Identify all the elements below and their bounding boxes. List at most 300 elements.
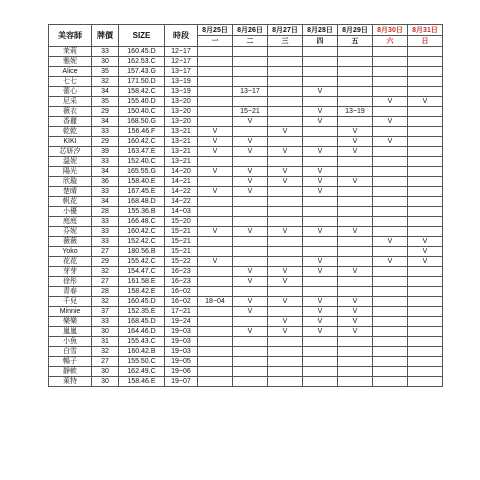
stylist-name: 茉莉 [49, 47, 92, 57]
availability-cell [233, 217, 268, 227]
price-cell: 30 [92, 327, 119, 337]
size-cell: 154.47.C [119, 267, 165, 277]
size-cell: 180.56.B [119, 247, 165, 257]
availability-cell [338, 257, 373, 267]
availability-cell [198, 207, 233, 217]
size-cell: 161.58.E [119, 277, 165, 287]
stylist-name: 靜軟 [49, 367, 92, 377]
price-cell: 35 [92, 97, 119, 107]
availability-cell: V [303, 117, 338, 127]
time-cell: 12~17 [165, 57, 198, 67]
availability-cell [373, 67, 408, 77]
time-cell: 14~22 [165, 197, 198, 207]
header-date-weekend: 8月30日 [373, 25, 408, 36]
availability-cell [408, 147, 443, 157]
availability-cell [373, 147, 408, 157]
stylist-name: 白雪 [49, 347, 92, 357]
availability-cell: V [198, 187, 233, 197]
availability-cell [373, 357, 408, 367]
price-cell: 33 [92, 127, 119, 137]
availability-cell [373, 157, 408, 167]
availability-cell: V [268, 327, 303, 337]
price-cell: 28 [92, 287, 119, 297]
availability-cell [408, 67, 443, 77]
stylist-name: 萊特 [49, 377, 92, 387]
availability-cell: V [233, 187, 268, 197]
stylist-name: 花花 [49, 257, 92, 267]
availability-cell [408, 347, 443, 357]
availability-cell [373, 47, 408, 57]
availability-cell [268, 207, 303, 217]
size-cell: 167.45.E [119, 187, 165, 197]
table-row [49, 207, 443, 217]
availability-cell: V [268, 277, 303, 287]
availability-cell [408, 177, 443, 187]
availability-cell [373, 377, 408, 387]
availability-cell [373, 287, 408, 297]
availability-cell [303, 57, 338, 67]
price-cell: 32 [92, 77, 119, 87]
price-cell: 29 [92, 137, 119, 147]
time-cell: 13~21 [165, 147, 198, 157]
availability-cell: V [303, 187, 338, 197]
table-row [49, 167, 443, 177]
table-row [49, 197, 443, 207]
availability-cell [408, 137, 443, 147]
availability-cell [303, 77, 338, 87]
stylist-name: 雅妮 [49, 57, 92, 67]
availability-cell: V [268, 297, 303, 307]
availability-cell [408, 377, 443, 387]
availability-cell [373, 57, 408, 67]
availability-cell [268, 257, 303, 267]
availability-cell: V [303, 297, 338, 307]
availability-cell [303, 157, 338, 167]
table-row [49, 77, 443, 87]
stylist-name: 小魚 [49, 337, 92, 347]
availability-cell [233, 127, 268, 137]
price-cell: 29 [92, 107, 119, 117]
availability-cell [373, 197, 408, 207]
availability-cell: V [338, 307, 373, 317]
availability-cell [198, 277, 233, 287]
availability-cell [338, 77, 373, 87]
time-cell: 15~21 [165, 237, 198, 247]
availability-cell [198, 197, 233, 207]
availability-cell [233, 67, 268, 77]
availability-cell [338, 287, 373, 297]
table-row [49, 337, 443, 347]
availability-cell: V [198, 257, 233, 267]
size-cell: 163.47.E [119, 147, 165, 157]
time-cell: 19~24 [165, 317, 198, 327]
schedule-sheet [48, 24, 443, 387]
header-date-weekend: 8月31日 [408, 25, 443, 36]
availability-cell [408, 77, 443, 87]
availability-cell: V [268, 227, 303, 237]
price-cell: 30 [92, 57, 119, 67]
stylist-name: 芽芽 [49, 267, 92, 277]
availability-cell [408, 227, 443, 237]
availability-cell [233, 287, 268, 297]
availability-cell: V [268, 267, 303, 277]
price-cell: 34 [92, 117, 119, 127]
price-cell: 32 [92, 267, 119, 277]
time-cell: 14~21 [165, 177, 198, 187]
stylist-name: Alice [49, 67, 92, 77]
availability-cell [198, 267, 233, 277]
stylist-name: 芬妮 [49, 227, 92, 237]
price-cell: 34 [92, 167, 119, 177]
price-cell: 30 [92, 367, 119, 377]
price-cell: 34 [92, 197, 119, 207]
time-cell: 19~03 [165, 347, 198, 357]
availability-cell [408, 267, 443, 277]
availability-cell [373, 347, 408, 357]
availability-cell: V [268, 167, 303, 177]
stylist-name: 尼采 [49, 97, 92, 107]
availability-cell [373, 87, 408, 97]
stylist-name: 暢子 [49, 357, 92, 367]
availability-cell: V [233, 147, 268, 157]
time-cell: 19~03 [165, 337, 198, 347]
availability-cell: V [303, 327, 338, 337]
availability-cell: V [338, 147, 373, 157]
availability-cell [198, 57, 233, 67]
time-cell: 16~23 [165, 277, 198, 287]
availability-cell [408, 317, 443, 327]
header-weekday: 二 [233, 36, 268, 47]
table-row [49, 237, 443, 247]
availability-cell: V [233, 227, 268, 237]
schedule-body [49, 47, 443, 387]
availability-cell: V [373, 137, 408, 147]
availability-cell [303, 97, 338, 107]
availability-cell [373, 187, 408, 197]
availability-cell [268, 357, 303, 367]
availability-cell [373, 297, 408, 307]
availability-cell [303, 217, 338, 227]
availability-cell [268, 367, 303, 377]
time-cell: 14~03 [165, 207, 198, 217]
availability-cell: 13~19 [338, 107, 373, 117]
size-cell: 165.55.G [119, 167, 165, 177]
availability-cell: V [408, 97, 443, 107]
stylist-name: 溫妮 [49, 157, 92, 167]
availability-cell [338, 197, 373, 207]
availability-cell [233, 97, 268, 107]
availability-cell [408, 57, 443, 67]
availability-cell: V [338, 177, 373, 187]
size-cell: 158.42.E [119, 287, 165, 297]
header-row-dates [49, 25, 443, 36]
stylist-name: 樂樂 [49, 317, 92, 327]
time-cell: 16~02 [165, 287, 198, 297]
stylist-name: 芯妍汐 [49, 147, 92, 157]
time-cell: 13~21 [165, 137, 198, 147]
table-row [49, 87, 443, 97]
availability-cell: V [303, 227, 338, 237]
availability-cell [268, 377, 303, 387]
availability-cell [408, 367, 443, 377]
stylist-name: 嵐嵐 [49, 327, 92, 337]
availability-cell [303, 127, 338, 137]
table-row [49, 227, 443, 237]
availability-cell [198, 67, 233, 77]
table-row [49, 327, 443, 337]
availability-cell [338, 277, 373, 287]
availability-cell [303, 337, 338, 347]
availability-cell [408, 307, 443, 317]
price-cell: 30 [92, 377, 119, 387]
availability-cell: V [338, 127, 373, 137]
availability-cell: V [233, 167, 268, 177]
price-cell: 29 [92, 257, 119, 267]
availability-cell [303, 357, 338, 367]
table-row [49, 277, 443, 287]
table-row [49, 287, 443, 297]
header-weekday: 四 [303, 36, 338, 47]
availability-cell [198, 367, 233, 377]
availability-cell [338, 97, 373, 107]
header-name: 美容師 [49, 25, 92, 47]
availability-cell [408, 217, 443, 227]
availability-cell: V [338, 317, 373, 327]
availability-cell [338, 337, 373, 347]
stylist-name: 帆花 [49, 197, 92, 207]
availability-cell [373, 367, 408, 377]
availability-cell: V [233, 307, 268, 317]
size-cell: 168.45.D [119, 317, 165, 327]
size-cell: 152.42.C [119, 237, 165, 247]
availability-cell [303, 287, 338, 297]
availability-cell: 15~21 [233, 107, 268, 117]
availability-cell: V [373, 257, 408, 267]
price-cell: 36 [92, 177, 119, 187]
time-cell: 13~20 [165, 107, 198, 117]
table-row [49, 147, 443, 157]
table-row [49, 347, 443, 357]
availability-cell [268, 347, 303, 357]
availability-cell: V [198, 147, 233, 157]
availability-cell [268, 107, 303, 117]
availability-cell [268, 87, 303, 97]
availability-cell [408, 327, 443, 337]
availability-cell: V [338, 227, 373, 237]
price-cell: 37 [92, 307, 119, 317]
availability-cell [233, 77, 268, 87]
stylist-name: 陽光 [49, 167, 92, 177]
availability-cell [408, 297, 443, 307]
table-row [49, 317, 443, 327]
availability-cell [303, 237, 338, 247]
availability-cell [268, 57, 303, 67]
availability-cell [373, 127, 408, 137]
availability-cell [408, 337, 443, 347]
time-cell: 12~17 [165, 47, 198, 57]
availability-cell [303, 247, 338, 257]
availability-cell [233, 207, 268, 217]
availability-cell: V [338, 297, 373, 307]
table-row [49, 257, 443, 267]
time-cell: 13~17 [165, 67, 198, 77]
availability-cell [303, 137, 338, 147]
availability-cell [198, 77, 233, 87]
availability-cell [198, 287, 233, 297]
availability-cell [338, 237, 373, 247]
availability-cell [338, 117, 373, 127]
availability-cell [233, 357, 268, 367]
table-row [49, 107, 443, 117]
size-cell: 158.42.C [119, 87, 165, 97]
size-cell: 168.48.D [119, 197, 165, 207]
availability-cell: V [198, 167, 233, 177]
table-row [49, 127, 443, 137]
availability-cell [373, 277, 408, 287]
size-cell: 155.43.C [119, 337, 165, 347]
availability-cell [373, 227, 408, 237]
availability-cell: V [408, 247, 443, 257]
availability-cell: V [303, 167, 338, 177]
availability-cell [338, 217, 373, 227]
size-cell: 155.50.C [119, 357, 165, 367]
availability-cell [373, 107, 408, 117]
stylist-name: Minnie [49, 307, 92, 317]
availability-cell: V [373, 97, 408, 107]
size-cell: 155.36.B [119, 207, 165, 217]
price-cell: 33 [92, 217, 119, 227]
time-cell: 14~20 [165, 167, 198, 177]
availability-cell [338, 347, 373, 357]
time-cell: 19~06 [165, 367, 198, 377]
size-cell: 160.42.C [119, 227, 165, 237]
availability-cell [373, 317, 408, 327]
stylist-name: 小優 [49, 207, 92, 217]
availability-cell [198, 327, 233, 337]
header-date: 8月26日 [233, 25, 268, 36]
availability-cell [198, 87, 233, 97]
availability-cell [303, 277, 338, 287]
availability-cell: V [373, 237, 408, 247]
availability-cell: V [408, 237, 443, 247]
time-cell: 13~21 [165, 127, 198, 137]
availability-cell: V [303, 257, 338, 267]
availability-cell [338, 157, 373, 167]
time-cell: 15~21 [165, 227, 198, 237]
table-row [49, 57, 443, 67]
availability-cell [233, 337, 268, 347]
availability-cell: 18~04 [198, 297, 233, 307]
time-cell: 15~22 [165, 257, 198, 267]
availability-cell [233, 377, 268, 387]
availability-cell [338, 47, 373, 57]
availability-cell [198, 237, 233, 247]
availability-cell [233, 47, 268, 57]
availability-cell [233, 257, 268, 267]
stylist-name: 欣璇 [49, 177, 92, 187]
stylist-name: 薇衣 [49, 107, 92, 117]
availability-cell [303, 377, 338, 387]
availability-cell: V [268, 127, 303, 137]
availability-cell [373, 207, 408, 217]
stylist-name: 乾乾 [49, 127, 92, 137]
availability-cell: V [233, 267, 268, 277]
price-cell: 33 [92, 157, 119, 167]
header-weekday: 五 [338, 36, 373, 47]
availability-cell: V [233, 177, 268, 187]
availability-cell [233, 237, 268, 247]
availability-cell: V [198, 137, 233, 147]
availability-cell: V [303, 107, 338, 117]
stylist-name: 七七 [49, 77, 92, 87]
availability-cell [268, 197, 303, 207]
availability-cell [373, 327, 408, 337]
availability-cell [373, 307, 408, 317]
time-cell: 19~05 [165, 357, 198, 367]
table-row [49, 157, 443, 167]
availability-cell: V [303, 267, 338, 277]
table-row [49, 247, 443, 257]
availability-cell [268, 187, 303, 197]
table-row [49, 177, 443, 187]
availability-cell [198, 337, 233, 347]
availability-cell [338, 247, 373, 257]
availability-cell [268, 337, 303, 347]
availability-cell [268, 77, 303, 87]
availability-cell [303, 47, 338, 57]
availability-cell [198, 47, 233, 57]
availability-cell: V [198, 227, 233, 237]
availability-cell [408, 107, 443, 117]
size-cell: 162.49.C [119, 367, 165, 377]
availability-cell [198, 317, 233, 327]
availability-cell: V [268, 177, 303, 187]
size-cell: 164.46.D [119, 327, 165, 337]
availability-cell [268, 67, 303, 77]
table-row [49, 67, 443, 77]
table-row [49, 47, 443, 57]
availability-cell [303, 367, 338, 377]
availability-cell [198, 377, 233, 387]
table-row [49, 117, 443, 127]
availability-cell [408, 277, 443, 287]
size-cell: 160.42.C [119, 137, 165, 147]
availability-cell [198, 247, 233, 257]
table-row [49, 137, 443, 147]
availability-cell [268, 117, 303, 127]
availability-cell [198, 307, 233, 317]
availability-cell: V [233, 117, 268, 127]
availability-cell: V [303, 87, 338, 97]
price-cell: 28 [92, 207, 119, 217]
size-cell: 152.35.E [119, 307, 165, 317]
availability-cell [268, 247, 303, 257]
price-cell: 27 [92, 277, 119, 287]
availability-cell [198, 97, 233, 107]
stylist-name: Yoko [49, 247, 92, 257]
stylist-name: 香麗 [49, 117, 92, 127]
availability-cell [338, 57, 373, 67]
header-time: 時段 [165, 25, 198, 47]
availability-cell [408, 357, 443, 367]
availability-cell [268, 217, 303, 227]
price-cell: 27 [92, 357, 119, 367]
size-cell: 166.48.C [119, 217, 165, 227]
table-row [49, 217, 443, 227]
size-cell: 150.40.C [119, 107, 165, 117]
availability-cell [338, 377, 373, 387]
availability-cell [268, 137, 303, 147]
